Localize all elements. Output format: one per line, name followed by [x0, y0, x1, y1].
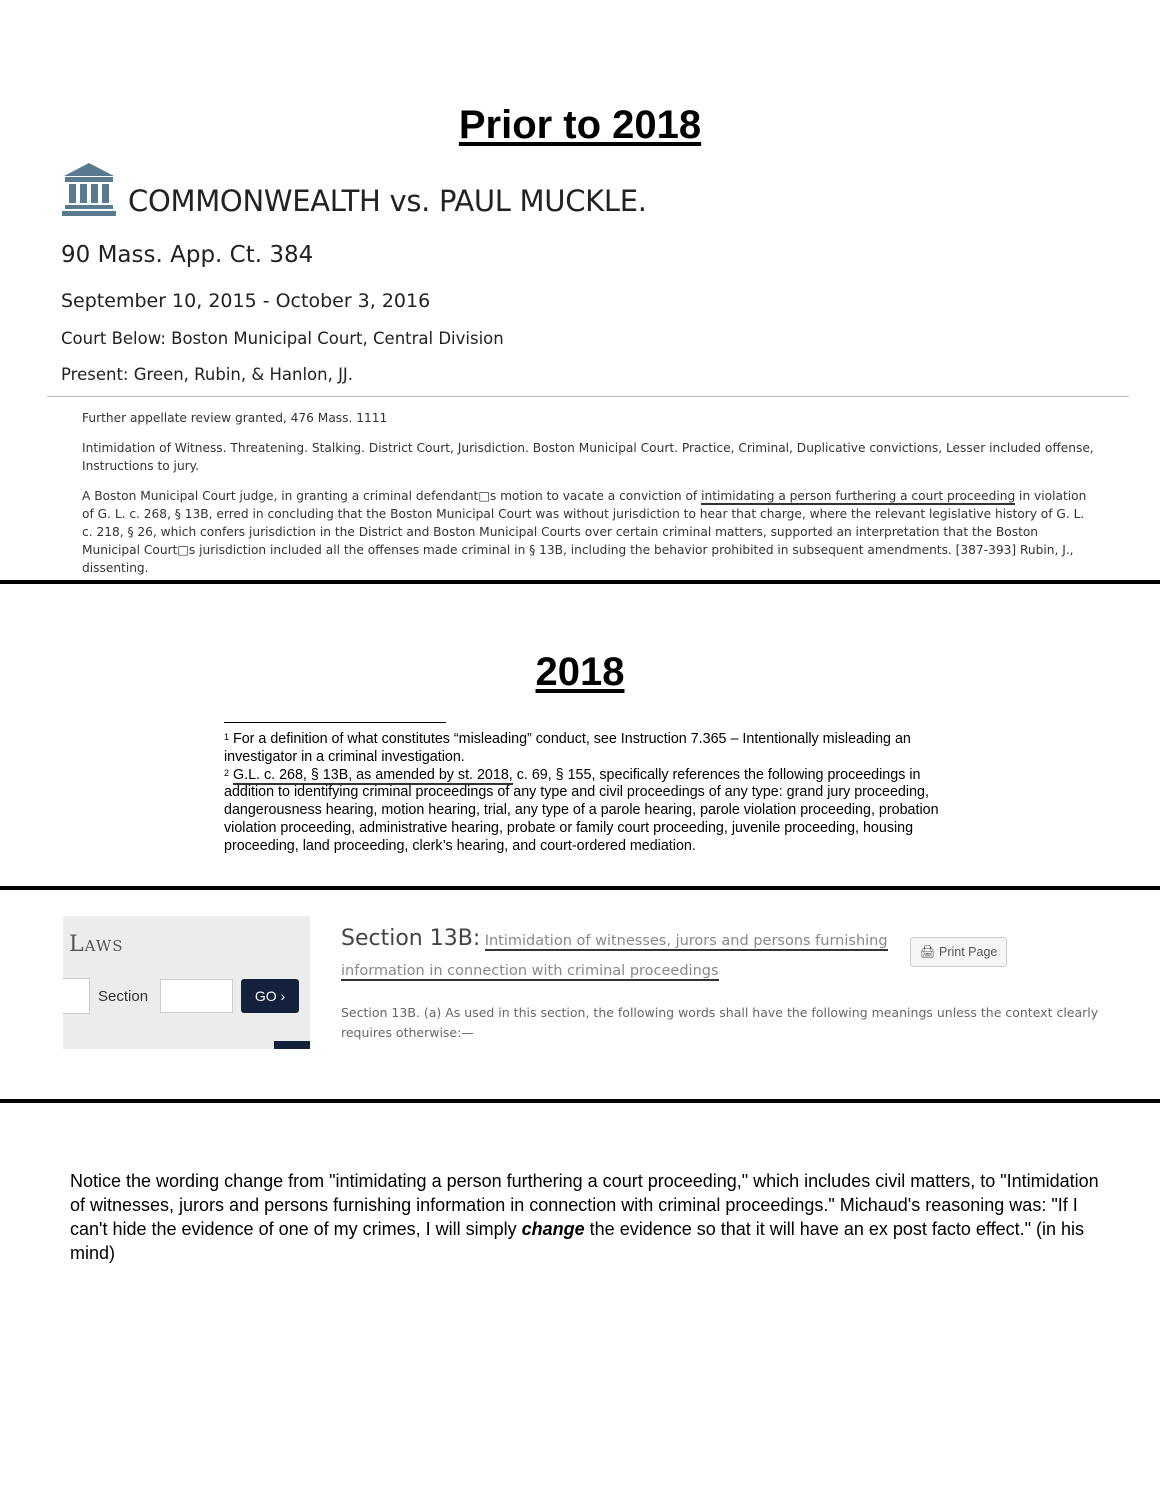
section-number: Section 13B:: [341, 926, 481, 951]
go-label: GO: [254, 988, 277, 1004]
footnotes: [224, 731, 949, 856]
chevron-right-icon: ›: [276, 988, 286, 1004]
case-dates: September 10, 2015 - October 3, 2016: [61, 290, 431, 312]
section-divider: [0, 580, 1160, 584]
footnote-1-mark: 1: [224, 732, 230, 742]
footnote-2: [224, 767, 949, 856]
section-label: Section: [98, 988, 149, 1005]
section-heading: [341, 924, 901, 986]
footnote-rule: [224, 722, 446, 723]
chapter-input[interactable]: [63, 978, 90, 1014]
go-button[interactable]: [241, 979, 299, 1013]
commentary-emphasis: change: [521, 1219, 585, 1239]
section-body: Section 13B. (a) As used in this section, the following words shall have the following meanings unless the context clearly requires otherwise:—: [341, 1005, 1099, 1040]
footnote-2-citation: G.L. c. 268, § 13B, as amended by st. 2018,: [233, 766, 513, 783]
case-citation: 90 Mass. App. Ct. 384: [61, 242, 314, 268]
footnote-1-text: For a definition of what constitutes “misleading” conduct, see Instruction 7.365 – Intentionally misleading an investigator in a criminal investigation.: [224, 731, 911, 765]
case-title: COMMONWEALTH vs. PAUL MUCKLE.: [128, 184, 647, 218]
section-input[interactable]: [160, 979, 233, 1013]
case-keywords: Intimidation of Witness. Threatening. Stalking. District Court, Jurisdiction. Boston Municipal Court. Practice, Criminal, Duplicative convictions, Lesser included offense, Instructions to jury.: [82, 441, 1094, 473]
laws-title: Laws: [69, 932, 124, 957]
summary-underlined-phrase: intimidating a person furthering a court proceeding: [701, 489, 1016, 503]
section-divider: [0, 1099, 1160, 1103]
commentary: [70, 1169, 1110, 1265]
appellate-review: Further appellate review granted, 476 Mass. 1111: [82, 411, 388, 425]
case-summary: [82, 487, 1097, 577]
section-title: Intimidation of witnesses, jurors and persons furnishing information in connection with criminal proceedings: [341, 933, 888, 979]
prior-heading: Prior to 2018: [458, 103, 702, 147]
footnote-2-mark: 2: [224, 767, 230, 778]
commentary-part2: the evidence so that it will have an ex post facto effect." (in his mind): [70, 1219, 1085, 1263]
summary-text-pre: A Boston Municipal Court judge, in granting a criminal defendant□s motion to vacate a conviction of: [82, 489, 702, 503]
heading-2018: 2018: [535, 650, 625, 694]
commentary-part1: Notice the wording change from "intimidating a person furthering a court proceeding," which includes civil matters, to "Intimidation of witnesses, jurors and persons furnishing information in connection with criminal proceedings." Michaud's reasoning was: "If I can't hide the evidence of one of my crimes, I will simply: [70, 1171, 1099, 1239]
laws-search-panel: [63, 916, 310, 1049]
footnote-1: [224, 731, 949, 767]
court-below: Court Below: Boston Municipal Court, Central Division: [61, 329, 504, 348]
print-page-button[interactable]: [910, 937, 1007, 967]
print-label: Print Page: [938, 945, 998, 959]
present-judges: Present: Green, Rubin, & Hanlon, JJ.: [61, 365, 354, 384]
footnote-2-text: c. 69, § 155, specifically references the following proceedings in addition to identifying criminal proceedings of any type and civil proceedings of any type: grand jury proceeding, dangerousness hearing, motion hearing, trial, any type of a parole hearing, parole violation proceeding, probation violation proceeding, administrative hearing, probate or family court proceeding, juvenile proceeding, housing proceeding, land proceeding, clerk’s hearing, and court-ordered mediation.: [224, 766, 939, 854]
panel-scroll-button[interactable]: [274, 1041, 310, 1049]
case-title-row: [62, 162, 647, 216]
case-divider: [47, 396, 1129, 397]
courthouse-icon: [62, 162, 116, 216]
printer-icon: 🖨: [919, 945, 936, 959]
section-divider: [0, 886, 1160, 890]
summary-text-post: in violation of G. L. c. 268, § 13B, erred in concluding that the Boston Municipal Court was without jurisdiction to hear that charge, where the relevant legislative history of G. L. c. 218, § 26, which confers jurisdiction in the District and Boston Municipal Courts over certain criminal matters, supported an interpretation that the Boston Municipal Court□s jurisdiction included all the offenses made criminal in § 13B, including the behavior prohibited in subsequent amendments. [387-393] Rubin, J., dissenting.: [82, 489, 1087, 575]
